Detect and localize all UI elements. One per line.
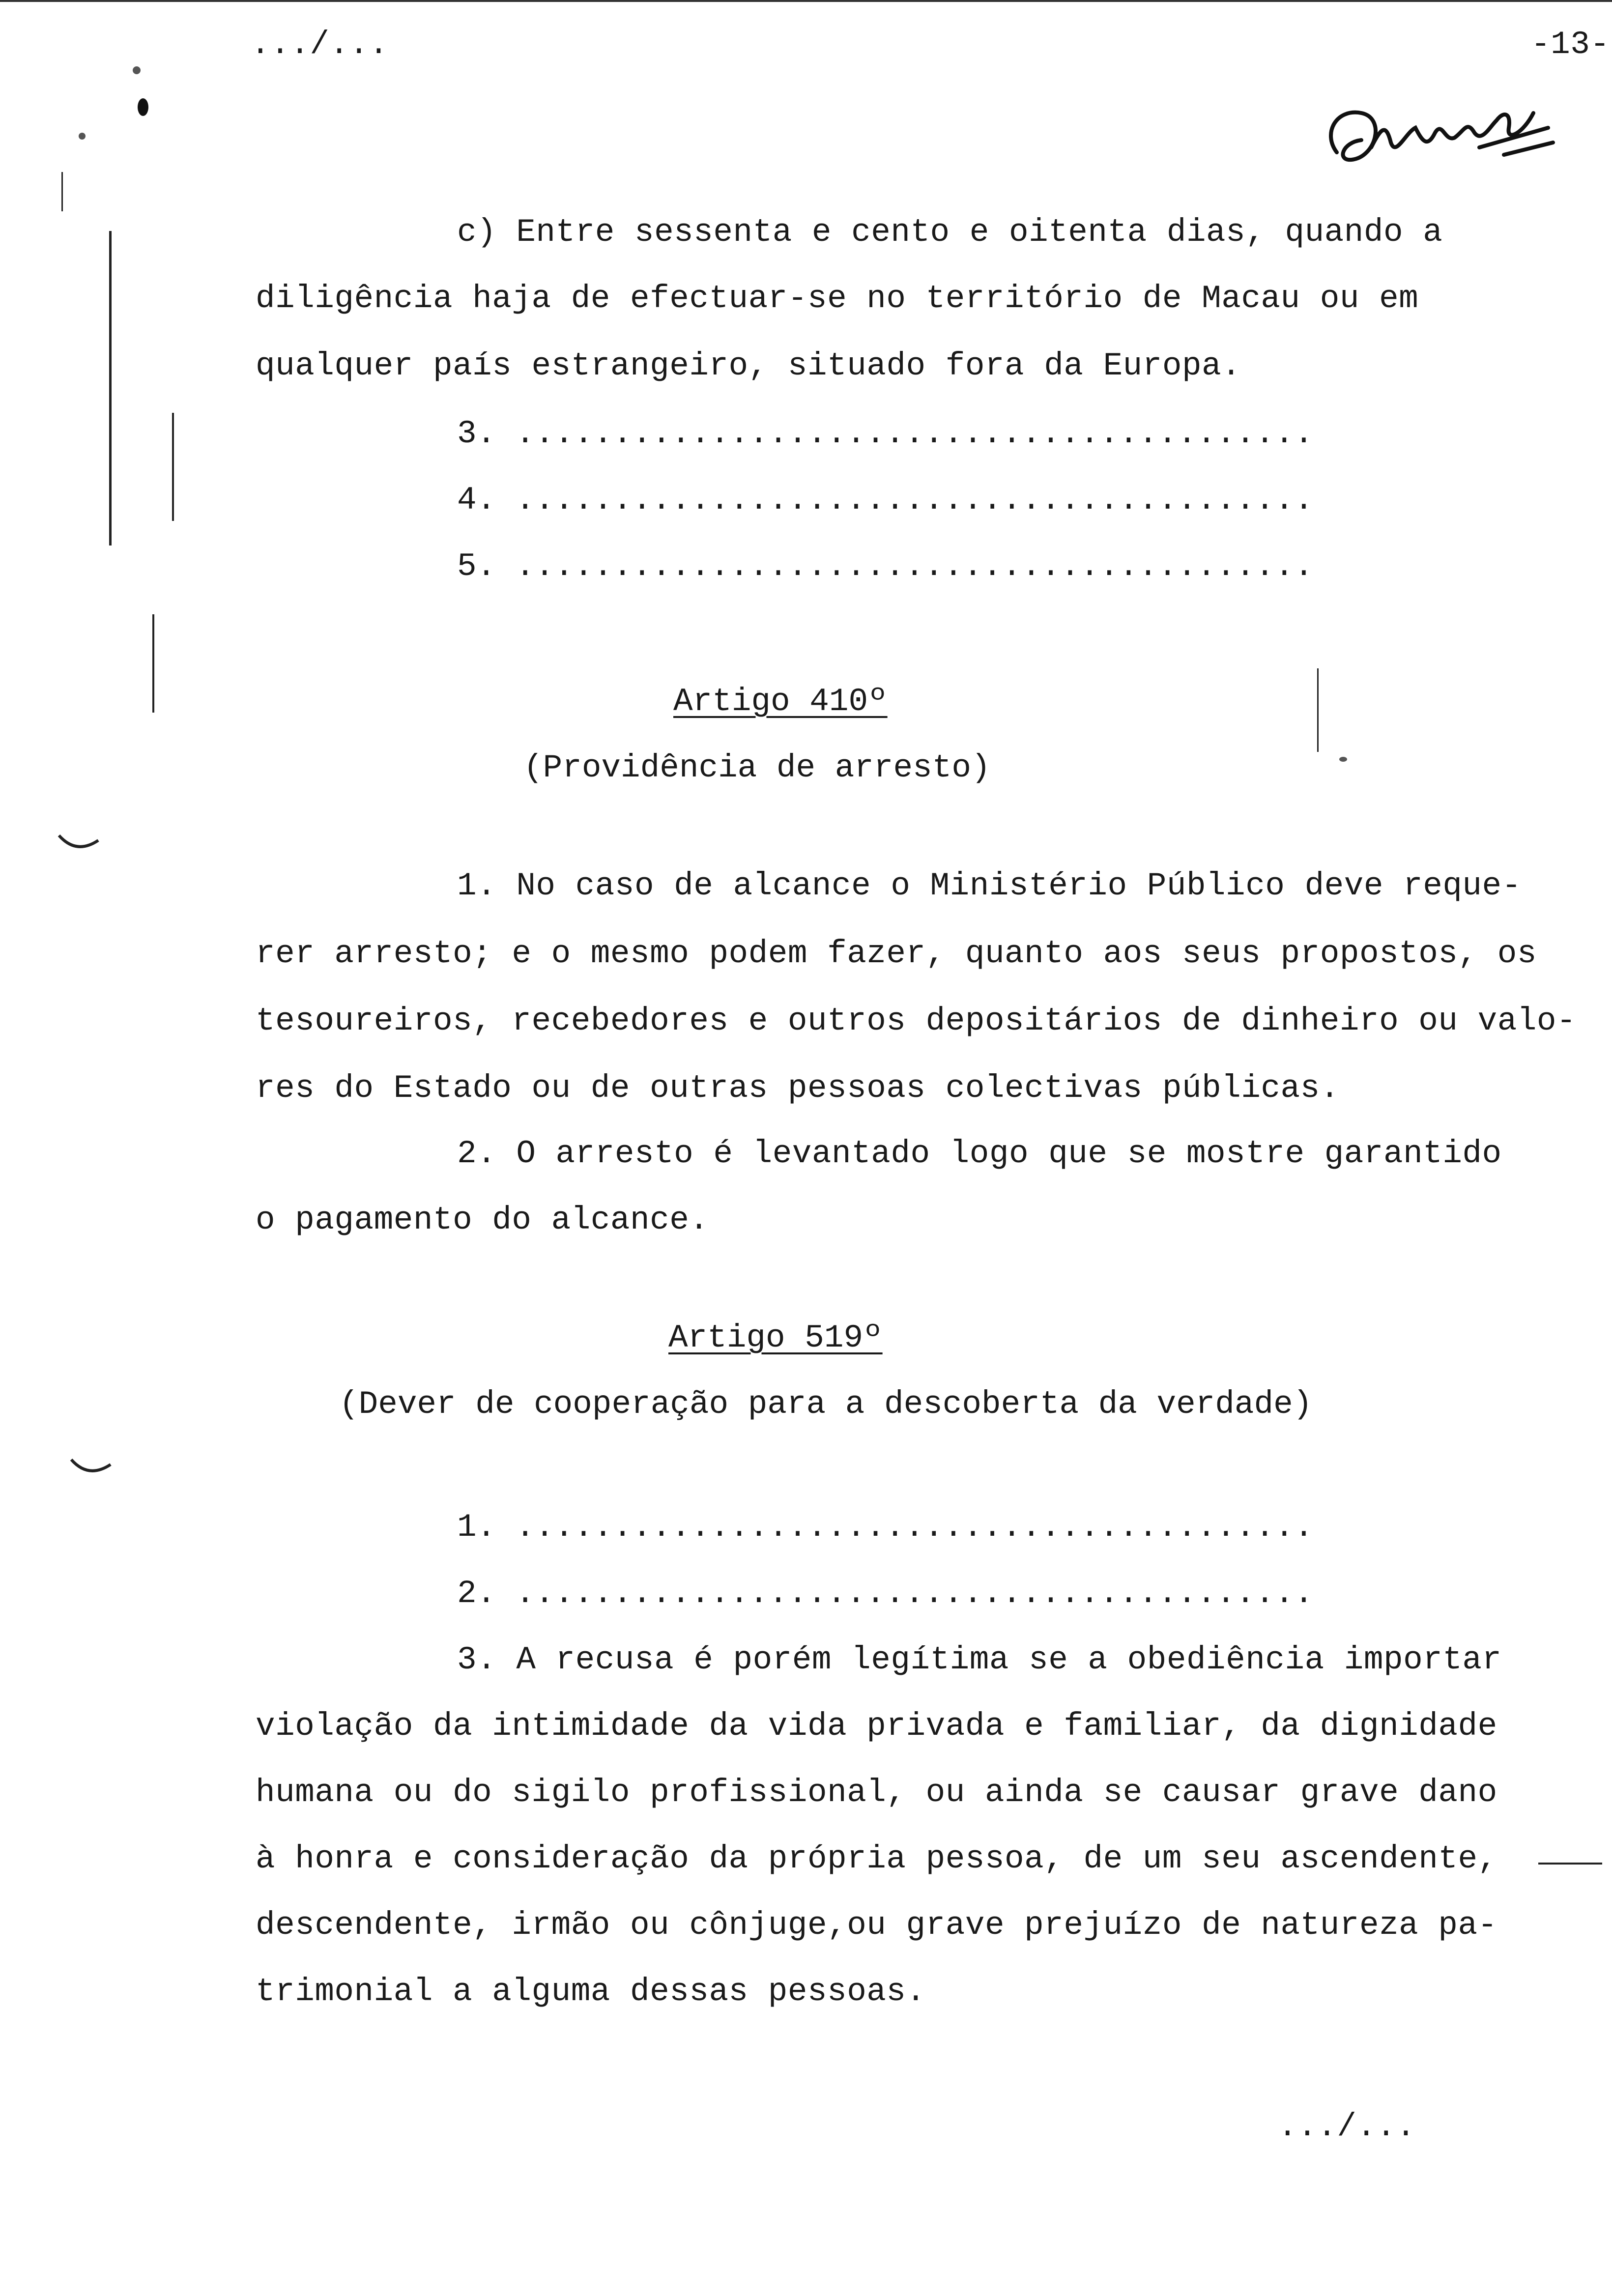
margin-line bbox=[61, 172, 63, 211]
body-line: qualquer país estrangeiro, situado fora da Europa. bbox=[256, 347, 1241, 384]
margin-line bbox=[172, 413, 174, 521]
margin-line bbox=[1317, 668, 1319, 752]
body-line: à honra e consideração da própria pessoa, de um seu ascendente, bbox=[256, 1840, 1497, 1877]
body-line: 2. O arresto é levantado logo que se mostre garantido bbox=[457, 1135, 1502, 1172]
margin-curve bbox=[54, 831, 103, 860]
omitted-item: 2. ......................................... bbox=[457, 1575, 1314, 1612]
body-line: tesoureiros, recebedores e outros depositários de dinheiro ou valo- bbox=[256, 1003, 1577, 1039]
top-edge-line bbox=[0, 0, 1612, 2]
omitted-item: 4. ......................................... bbox=[457, 482, 1314, 518]
body-line: trimonial a alguma dessas pessoas. bbox=[256, 1973, 926, 2010]
article-subtitle: (Dever de cooperação para a descoberta da verdade) bbox=[339, 1386, 1313, 1423]
handwritten-signature bbox=[1317, 74, 1563, 187]
omitted-item: 5. ......................................... bbox=[457, 548, 1314, 585]
margin-line bbox=[109, 231, 112, 545]
page-number: -13- bbox=[1531, 26, 1610, 63]
body-line: violação da intimidade da vida privada e familiar, da dignidade bbox=[256, 1708, 1497, 1745]
body-line: rer arresto; e o mesmo podem fazer, quanto aos seus propostos, os bbox=[256, 935, 1537, 972]
omitted-item: 3. ......................................... bbox=[457, 415, 1314, 452]
body-line: 1. No caso de alcance o Ministério Público deve reque- bbox=[457, 867, 1522, 904]
continuation-bottom: .../... bbox=[1278, 2108, 1416, 2145]
omitted-item: 1. ......................................... bbox=[457, 1509, 1314, 1546]
margin-dot bbox=[138, 98, 148, 116]
body-line: res do Estado ou de outras pessoas colectivas públicas. bbox=[256, 1070, 1340, 1107]
margin-line bbox=[152, 614, 154, 713]
body-line: descendente, irmão ou cônjuge,ou grave prejuízo de natureza pa- bbox=[256, 1907, 1497, 1944]
margin-dot bbox=[1339, 757, 1347, 762]
body-line: o pagamento do alcance. bbox=[256, 1202, 709, 1238]
article-subtitle: (Providência de arresto) bbox=[523, 749, 991, 786]
handwritten-stroke bbox=[1538, 1863, 1602, 1865]
article-heading: Artigo 410º bbox=[673, 683, 888, 720]
body-line: humana ou do sigilo profissional, ou ainda se causar grave dano bbox=[256, 1774, 1497, 1811]
body-line: c) Entre sessenta e cento e oitenta dias, quando a bbox=[457, 214, 1443, 251]
body-line: 3. A recusa é porém legítima se a obediência importar bbox=[457, 1641, 1502, 1678]
margin-curve bbox=[66, 1455, 115, 1484]
margin-dot bbox=[133, 66, 141, 74]
margin-dot bbox=[79, 133, 86, 140]
continuation-top: .../... bbox=[251, 26, 389, 63]
body-line: diligência haja de efectuar-se no território de Macau ou em bbox=[256, 280, 1419, 317]
article-heading: Artigo 519º bbox=[668, 1320, 883, 1356]
